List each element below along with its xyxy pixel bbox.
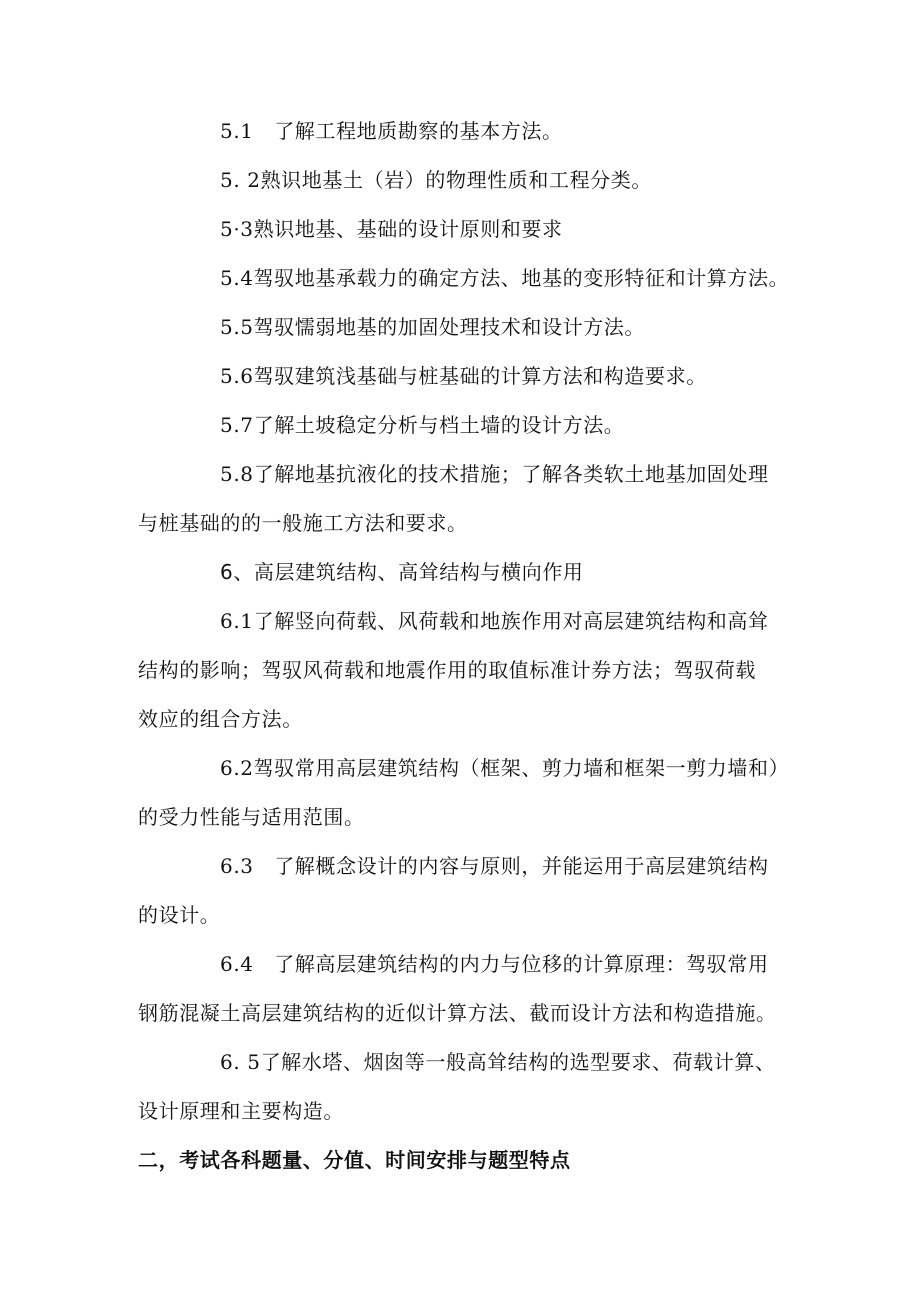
item-5-8-line-1: 5.8了解地基抗液化的技术措施；了解各类软土地基加固处理 xyxy=(220,462,769,486)
item-6-2-line-2: 的受力性能与适用范围。 xyxy=(138,805,365,829)
section-2-heading: 二，考试各科题量、分值、时间安排与题型特点 xyxy=(138,1148,571,1172)
item-5-6: 5.6驾驭建筑浅基础与桩基础的计算方法和构造要求。 xyxy=(220,364,707,388)
item-5-4: 5.4驾驭地基承载力的确定方法、地基的变形特征和计算方法。 xyxy=(220,266,790,290)
item-6-2-line-1: 6.2驾驭常用高层建筑结构（框架、剪力墙和框架一剪力墙和） xyxy=(220,756,790,780)
item-5-2: 5. 2熟识地基土（岩）的物理性质和工程分类。 xyxy=(220,168,652,192)
section-6-heading: 6、高层建筑结构、高耸结构与横向作用 xyxy=(220,560,584,584)
item-6-1-line-3: 效应的组合方法。 xyxy=(138,707,303,731)
item-6-1-line-1: 6.1了解竖向荷载、风荷载和地族作用对高层建筑结构和高耸 xyxy=(220,609,769,633)
item-5-1: 5.1 了解工程地质勘察的基本方法。 xyxy=(220,119,563,143)
item-5-3: 5·3熟识地基、基础的设计原则和要求 xyxy=(220,217,563,241)
item-6-4-line-2: 钢筋混凝土高层建筑结构的近似计算方法、截而设计方法和构造措施。 xyxy=(138,1001,777,1025)
item-6-3-line-2: 的设计。 xyxy=(138,903,221,927)
item-5-5: 5.5驾驭懦弱地基的加固处理技术和设计方法。 xyxy=(220,315,646,339)
item-6-5-line-2: 设计原理和主要构造。 xyxy=(138,1099,344,1123)
item-5-8-line-2: 与桩基础的的一般施工方法和要求。 xyxy=(138,511,468,535)
item-6-4-line-1: 6.4 了解高层建筑结构的内力与位移的计算原理：驾驭常用 xyxy=(220,952,769,976)
item-6-3-line-1: 6.3 了解概念设计的内容与原则，并能运用于高层建筑结构 xyxy=(220,854,769,878)
item-6-1-line-2: 结构的影响；驾驭风荷载和地震作用的取值标准计券方法；驾驭荷载 xyxy=(138,658,756,682)
item-6-5-line-1: 6. 5了解水塔、烟囱等一般高耸结构的选型要求、荷载计算、 xyxy=(220,1050,776,1074)
item-5-7: 5.7了解土坡稳定分析与档土墙的设计方法。 xyxy=(220,413,625,437)
